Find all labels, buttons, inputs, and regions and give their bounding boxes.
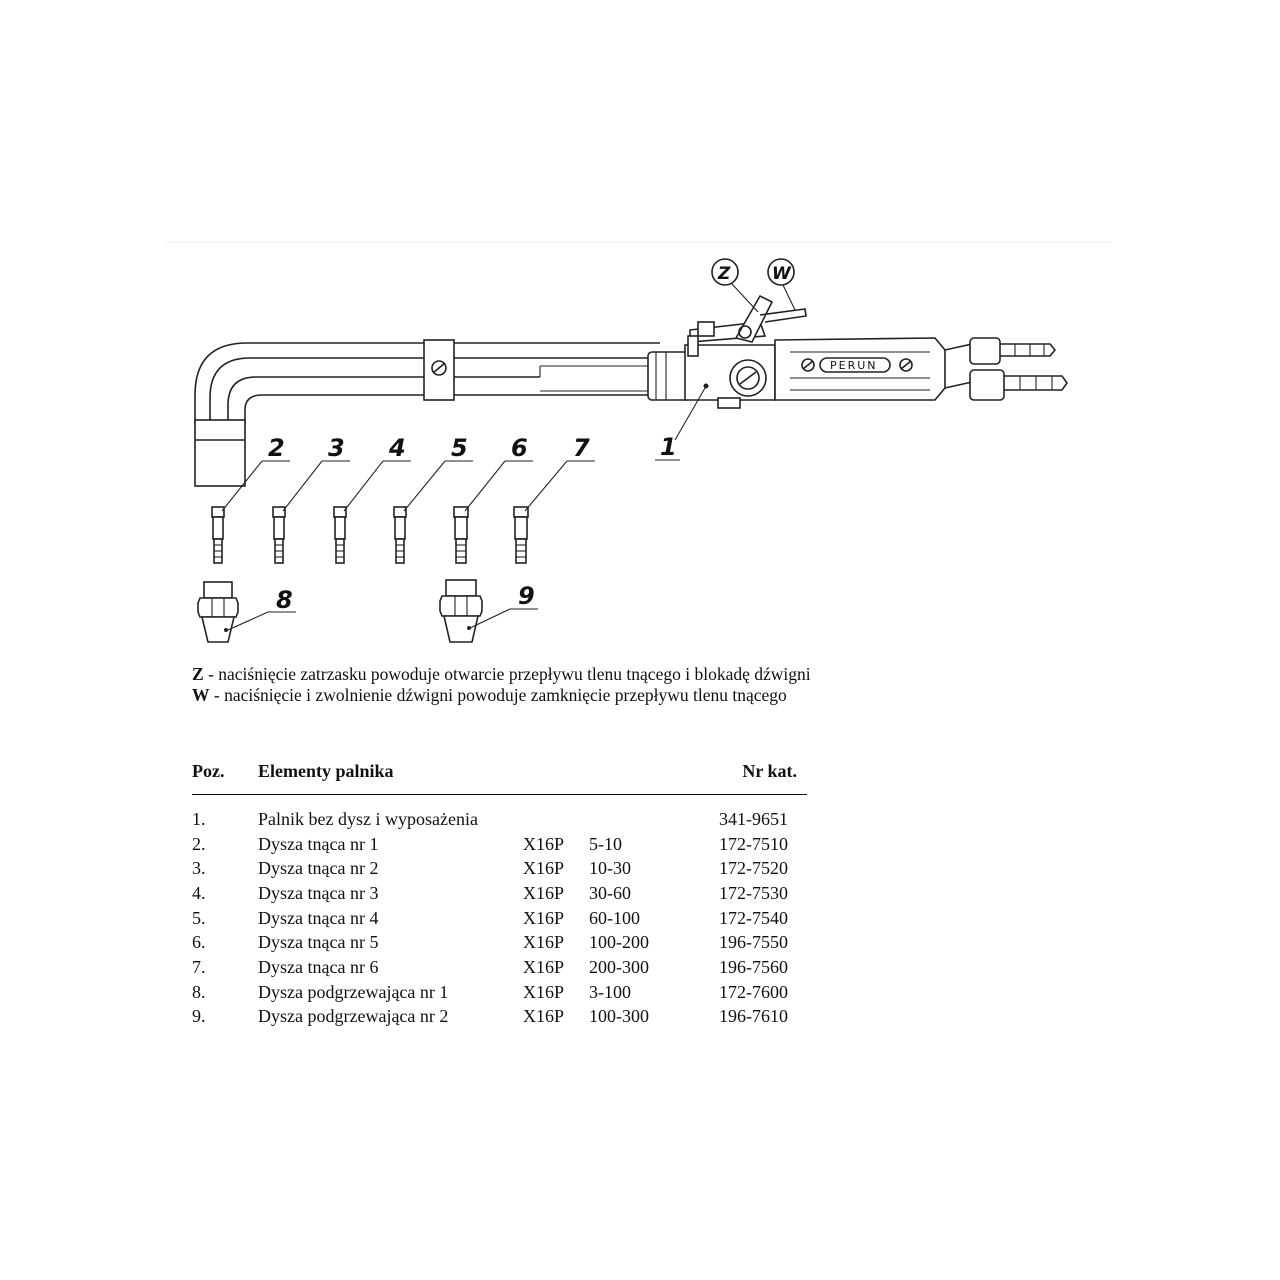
svg-text:2: 2 [268, 434, 285, 462]
svg-text:Z: Z [718, 264, 731, 284]
cutting-nozzles [212, 507, 528, 563]
part-label-6 [465, 434, 533, 511]
note-w: W - naciśnięcie i zwolnienie dźwigni powoduje zamknięcie przepływu tlenu tnącego [192, 685, 787, 705]
cutting-nozzle-3 [273, 507, 285, 563]
hose-connectors [945, 338, 1067, 400]
brand-label: PERUN [830, 359, 878, 372]
note-z: Z - naciśnięcie zatrzasku powoduje otwarcie przepływu tlenu tnącego i blokadę dźwigni [192, 664, 811, 684]
nozzle-head [195, 420, 245, 486]
part-label-4 [344, 434, 411, 511]
table-row: 6. Dysza tnąca nr 5 X16P 100-200 196-7550 [192, 932, 788, 953]
header-cat: Nr kat. [719, 760, 807, 795]
svg-text:5: 5 [451, 434, 468, 462]
part-label-5 [404, 434, 473, 511]
header-poz: Poz. [192, 760, 258, 795]
cutting-nozzle-6 [454, 507, 468, 563]
legend-notes [192, 664, 811, 706]
table-row: 4. Dysza tnąca nr 3 X16P 30-60 172-7530 [192, 882, 788, 903]
svg-text:1: 1 [660, 433, 677, 461]
svg-text:9: 9 [518, 582, 535, 610]
svg-text:8: 8 [276, 586, 293, 614]
header-name: Elementy palnika [258, 760, 523, 795]
svg-text:7: 7 [573, 434, 590, 462]
svg-text:4: 4 [389, 434, 406, 462]
table-row: 9. Dysza podgrzewająca nr 2 X16P 100-300 196-7610 [192, 1006, 788, 1027]
valve-body [648, 345, 775, 408]
cutting-nozzle-7 [514, 507, 528, 563]
cutting-nozzle-5 [394, 507, 406, 563]
heating-nozzle-9 [440, 580, 482, 642]
parts-table [192, 760, 807, 1029]
table-row: 8. Dysza podgrzewająca nr 1 X16P 3-100 172-7600 [192, 981, 788, 1002]
table-header [192, 760, 807, 795]
table-row: 2. Dysza tnąca nr 1 X16P 5-10 172-7510 [192, 833, 788, 854]
cutting-nozzle-4 [334, 507, 346, 563]
svg-text:W: W [772, 264, 791, 284]
part-label-3 [283, 434, 350, 511]
table-row: 7. Dysza tnąca nr 6 X16P 200-300 196-7560 [192, 956, 788, 977]
table-row: 5. Dysza tnąca nr 4 X16P 60-100 172-7540 [192, 907, 788, 928]
part-label-7 [525, 434, 595, 511]
svg-text:6: 6 [511, 434, 528, 462]
heating-nozzle-8 [198, 582, 238, 642]
callout-z [712, 259, 758, 312]
torch-handle [775, 338, 945, 400]
table-row: 1. Palnik bez dysz i wyposażenia 341-9651 [192, 808, 788, 829]
tube-clamp [424, 340, 454, 400]
cutting-nozzle-2 [212, 507, 224, 563]
svg-text:3: 3 [328, 434, 345, 462]
table-row: 3. Dysza tnąca nr 2 X16P 10-30 172-7520 [192, 858, 788, 879]
